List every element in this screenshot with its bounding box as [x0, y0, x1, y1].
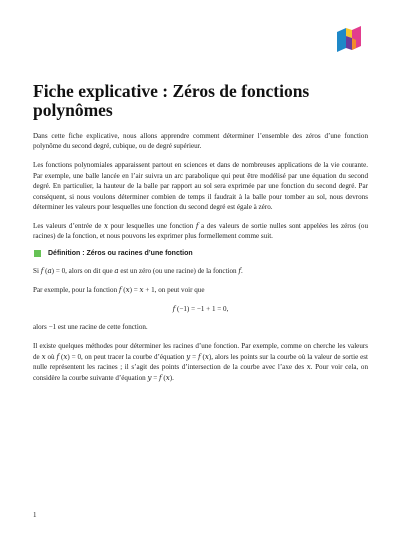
- example-intro: Par exemple, pour la fonction 𝑓 (𝑥) = 𝑥 + 1, on peut voir que: [33, 286, 205, 295]
- closing-paragraph: Il existe quelques méthodes pour déterminer les racines d’une fonction. Par exemple, comme on cherche les valeurs de 𝑥 où 𝑓 (𝑥) = 0, on peut tracer la courbe d’équation 𝑦 = 𝑓 (𝑥), alors les points sur la courbe où la valeur de sortie est nulle représentent les racines ; il s’agit des points d’intersection de la courbe avec l’axe des 𝑥. Pour voir cela, on considère la courbe suivante d’équation 𝑦 = 𝑓 (𝑥).: [33, 342, 368, 382]
- example-conclusion: alors −1 est une racine de cette fonction.: [33, 323, 148, 332]
- page-title: Fiche explicative : Zéros de fonctions polynômes: [33, 81, 310, 120]
- document-body: [33, 82, 368, 392]
- example-equation: 𝑓 (−1) = −1 + 1 = 0,: [172, 304, 229, 313]
- page-number: 1: [33, 511, 37, 519]
- green-square-icon: [34, 250, 41, 257]
- context-paragraph: Les fonctions polynomiales apparaissent partout en sciences et dans de nombreuses applications de la vie courante. Par exemple, une balle lancée en l’air suivra un arc parabolique qui peut être modélisé par une équation du second degré. En particulier, la hauteur de la balle par rapport au sol sera exprimée par une fonction du second degré. Par conséquent, si nous voulons déterminer combien de temps il faudrait à la balle pour tomber au sol, nous devrons déterminer les valeurs pour lesquelles une fonction du second degré est égale à zéro.: [33, 161, 368, 211]
- definition-heading-label: Définition : Zéros ou racines d’une fonction: [48, 250, 193, 258]
- intro-paragraph: Dans cette fiche explicative, nous allons apprendre comment déterminer l’ensemble des zéros d’une fonction polynôme du second degré, cubique, ou de degré supérieur.: [33, 132, 368, 151]
- definition-text: Si 𝑓 (𝑎) = 0, alors on dit que 𝑎 est un zéro (ou une racine) de la fonction 𝑓.: [33, 267, 243, 276]
- zeros-paragraph: Les valeurs d’entrée de 𝑥 pour lesquelles une fonction 𝑓 a des valeurs de sortie nulles sont appelées les zéros (ou racines) de la fonction, et nous pouvons les exprimer plus formellement comme suit.: [33, 221, 368, 241]
- nagwa-logo-icon: [334, 26, 364, 54]
- definition-heading: [34, 250, 368, 257]
